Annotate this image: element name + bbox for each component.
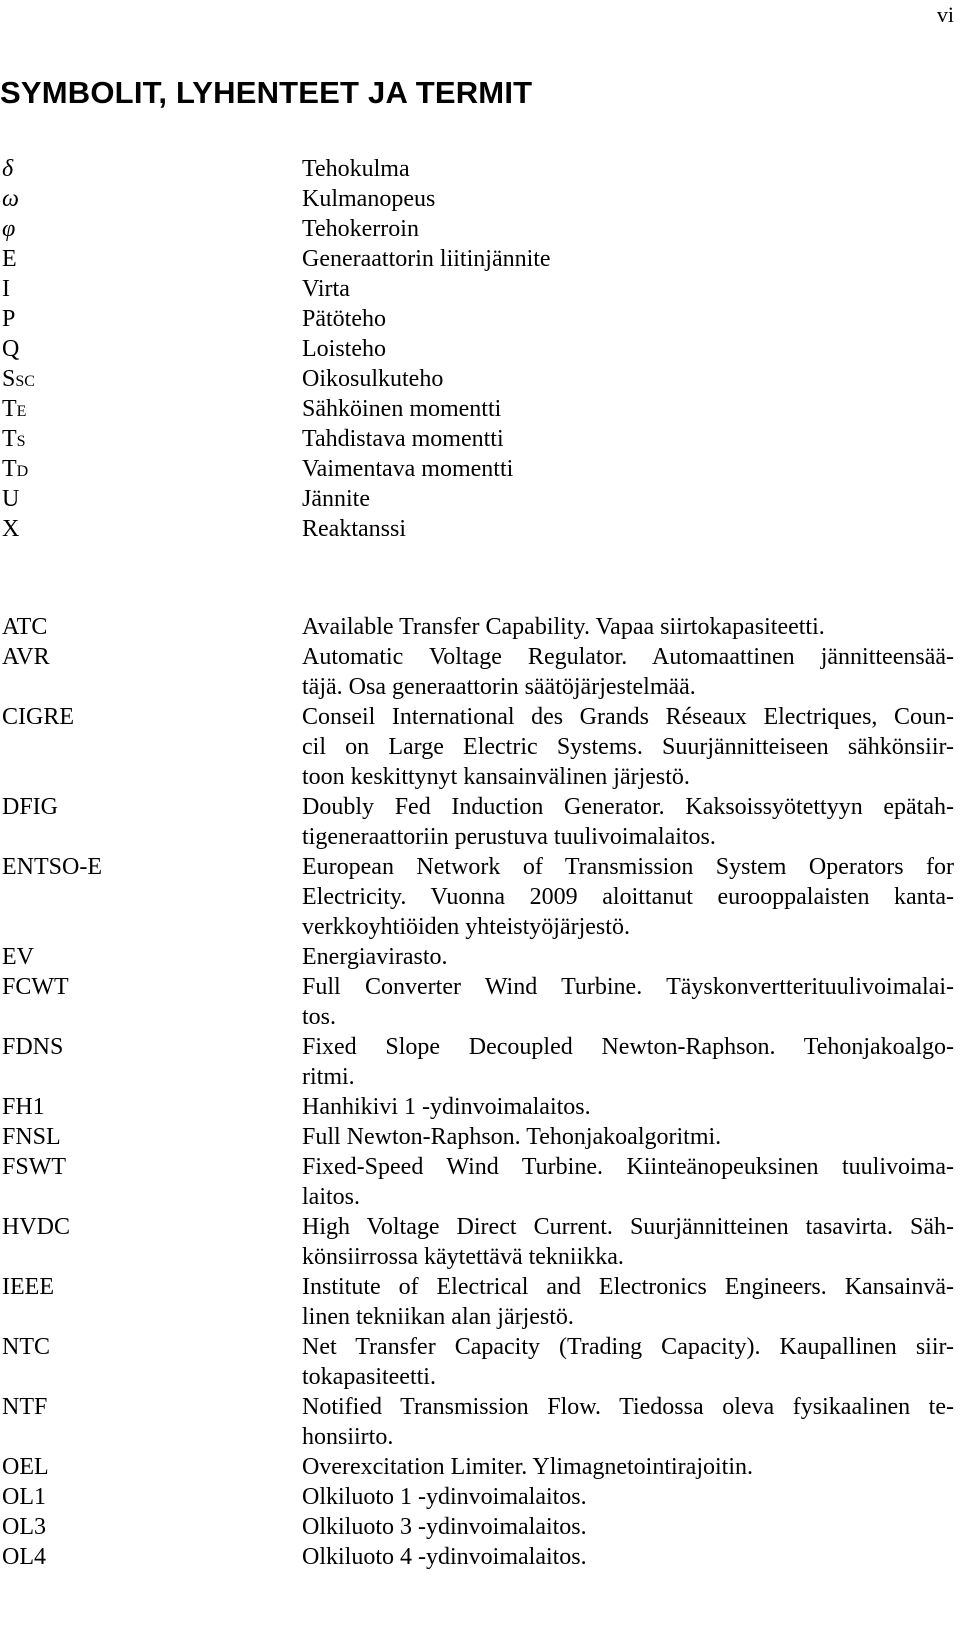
definition-line: Sähköinen momentti — [302, 396, 502, 422]
abbreviation-term: FCWT — [2, 974, 69, 1000]
term-subscript: E — [16, 403, 27, 420]
definition-line: Virta — [302, 276, 350, 302]
abbreviation-term: NTC — [2, 1334, 50, 1360]
symbol-definition — [302, 514, 954, 544]
term-subscript: S — [16, 433, 26, 450]
abbreviation-definition — [302, 1482, 954, 1512]
symbol-definition — [302, 244, 954, 274]
symbol-term — [2, 454, 28, 487]
page-number: vi — [936, 2, 954, 27]
definition-line: Overexcitation Limiter. Ylimagnetointirajoitin. — [302, 1454, 753, 1480]
symbol-definition — [302, 304, 954, 334]
definition-line: European Network of Transmission System Operators for — [302, 854, 954, 880]
abbreviation-term: ATC — [2, 614, 48, 640]
abbreviation-term: OEL — [2, 1454, 49, 1480]
symbol-definition — [302, 214, 954, 244]
definition-line: Available Transfer Capability. Vapaa siirtokapasiteetti. — [302, 614, 825, 640]
abbreviation-definition — [302, 972, 954, 1032]
term-main: T — [2, 426, 17, 452]
symbol-definition — [302, 274, 954, 304]
symbol-term: E — [2, 246, 17, 272]
definition-line: Fixed Slope Decoupled Newton-Raphson. Tehonjakoalgo- — [302, 1034, 954, 1060]
definition-line: täjä. Osa generaattorin säätöjärjestelmää. — [302, 674, 696, 700]
symbol-term: ω — [2, 186, 19, 212]
page-title: SYMBOLIT, LYHENTEET JA TERMIT — [0, 75, 533, 110]
definition-line: linen tekniikan alan järjestö. — [302, 1304, 574, 1330]
abbreviation-term: EV — [2, 944, 34, 970]
definition-line: toon keskittynyt kansainvälinen järjestö. — [302, 764, 690, 790]
abbreviation-definition — [302, 702, 954, 792]
definition-line: Tehokulma — [302, 156, 410, 182]
symbol-term: φ — [2, 216, 16, 242]
abbreviation-term: NTF — [2, 1394, 48, 1420]
abbreviation-term: OL4 — [2, 1544, 46, 1570]
symbol-term: I — [2, 276, 10, 302]
definition-line: Energiavirasto. — [302, 944, 448, 970]
term-subscript: SC — [15, 373, 35, 390]
definition-line: tigeneraattoriin perustuva tuulivoimalaitos. — [302, 824, 716, 850]
abbreviation-term: FNSL — [2, 1124, 61, 1150]
symbol-definition — [302, 484, 954, 514]
definition-line: Hanhikivi 1 -ydinvoimalaitos. — [302, 1094, 591, 1120]
term-main: T — [2, 456, 17, 482]
definition-line: Loisteho — [302, 336, 386, 362]
abbreviation-definition — [302, 1542, 954, 1572]
abbreviation-definition — [302, 1122, 954, 1152]
definition-line: Tahdistava momentti — [302, 426, 504, 452]
abbreviation-definition — [302, 852, 954, 942]
abbreviation-definition — [302, 1512, 954, 1542]
symbol-definition — [302, 364, 954, 394]
symbol-definition — [302, 154, 954, 184]
symbol-definition — [302, 424, 954, 454]
definition-line: honsiirto. — [302, 1424, 394, 1450]
definition-line: High Voltage Direct Current. Suurjännitteinen tasavirta. Säh- — [302, 1214, 954, 1240]
abbreviation-definition — [302, 1092, 954, 1122]
definition-line: laitos. — [302, 1184, 360, 1210]
definition-line: Olkiluoto 4 -ydinvoimalaitos. — [302, 1544, 587, 1570]
abbreviation-term: IEEE — [2, 1274, 54, 1300]
term-main: T — [2, 396, 17, 422]
definition-line: Institute of Electrical and Electronics Engineers. Kansainvä- — [302, 1274, 954, 1300]
abbreviation-definition — [302, 1452, 954, 1482]
abbreviation-term: OL1 — [2, 1484, 46, 1510]
abbreviation-term: ENTSO-E — [2, 854, 102, 880]
definition-line: cil on Large Electric Systems. Suurjännitteiseen sähkönsiir- — [302, 734, 954, 760]
abbreviation-definition — [302, 1032, 954, 1092]
abbreviation-definition — [302, 1272, 954, 1332]
definition-line: Full Converter Wind Turbine. Täyskonvertterituulivoimalai- — [302, 974, 954, 1000]
definition-line: Doubly Fed Induction Generator. Kaksoissyötettyyn epätah- — [302, 794, 954, 820]
definition-line: könsiirrossa käytettävä tekniikka. — [302, 1244, 624, 1270]
definition-line: Reaktanssi — [302, 516, 406, 542]
definition-line: Kulmanopeus — [302, 186, 436, 212]
definition-line: Fixed-Speed Wind Turbine. Kiinteänopeuksinen tuulivoima- — [302, 1154, 954, 1180]
abbreviation-definition — [302, 1212, 954, 1272]
symbol-term: U — [2, 486, 20, 512]
abbreviation-definition — [302, 792, 954, 852]
abbreviation-definition — [302, 1392, 954, 1452]
definition-line: Electricity. Vuonna 2009 aloittanut eurooppalaisten kanta- — [302, 884, 954, 910]
definition-line: Generaattorin liitinjännite — [302, 246, 551, 272]
definition-line: tos. — [302, 1004, 337, 1030]
definition-line: Full Newton-Raphson. Tehonjakoalgoritmi. — [302, 1124, 722, 1150]
symbol-definition — [302, 184, 954, 214]
abbreviation-term: CIGRE — [2, 704, 74, 730]
definition-line: Oikosulkuteho — [302, 366, 444, 392]
symbol-term — [2, 424, 26, 457]
definition-line: Olkiluoto 1 -ydinvoimalaitos. — [302, 1484, 587, 1510]
abbreviation-term: FSWT — [2, 1154, 67, 1180]
definition-line: Net Transfer Capacity (Trading Capacity). Kaupallinen siir- — [302, 1334, 954, 1360]
abbreviation-term: DFIG — [2, 794, 59, 820]
term-subscript: D — [16, 463, 29, 480]
definition-line: Notified Transmission Flow. Tiedossa oleva fysikaalinen te- — [302, 1394, 954, 1420]
symbol-definition — [302, 454, 954, 484]
abbreviation-term: AVR — [2, 644, 50, 670]
symbol-term: Q — [2, 336, 20, 362]
abbreviation-definition — [302, 642, 954, 702]
symbol-term — [2, 364, 35, 397]
abbreviation-term: FDNS — [2, 1034, 64, 1060]
definition-line: Automatic Voltage Regulator. Automaattinen jännitteensää- — [302, 644, 954, 670]
symbol-term: δ — [2, 156, 14, 182]
abbreviation-term: FH1 — [2, 1094, 45, 1120]
definition-line: tokapasiteetti. — [302, 1364, 436, 1390]
symbol-term: P — [2, 306, 16, 332]
definition-line: Conseil International des Grands Réseaux Electriques, Coun- — [302, 704, 954, 730]
symbol-term — [2, 394, 26, 427]
definition-line: Olkiluoto 3 -ydinvoimalaitos. — [302, 1514, 587, 1540]
definition-line: ritmi. — [302, 1064, 355, 1090]
abbreviation-definition — [302, 1332, 954, 1392]
abbreviation-definition — [302, 1152, 954, 1212]
definition-line: Vaimentava momentti — [302, 456, 514, 482]
definition-line: verkkoyhtiöiden yhteistyöjärjestö. — [302, 914, 630, 940]
definition-line: Jännite — [302, 486, 370, 512]
symbol-term: X — [2, 516, 20, 542]
abbreviation-term: HVDC — [2, 1214, 71, 1240]
symbol-definition — [302, 334, 954, 364]
definition-line: Tehokerroin — [302, 216, 419, 242]
abbreviation-definition — [302, 612, 954, 642]
definition-line: Pätöteho — [302, 306, 386, 332]
abbreviation-term: OL3 — [2, 1514, 46, 1540]
symbol-definition — [302, 394, 954, 424]
abbreviation-definition — [302, 942, 954, 972]
term-main: S — [2, 366, 16, 392]
